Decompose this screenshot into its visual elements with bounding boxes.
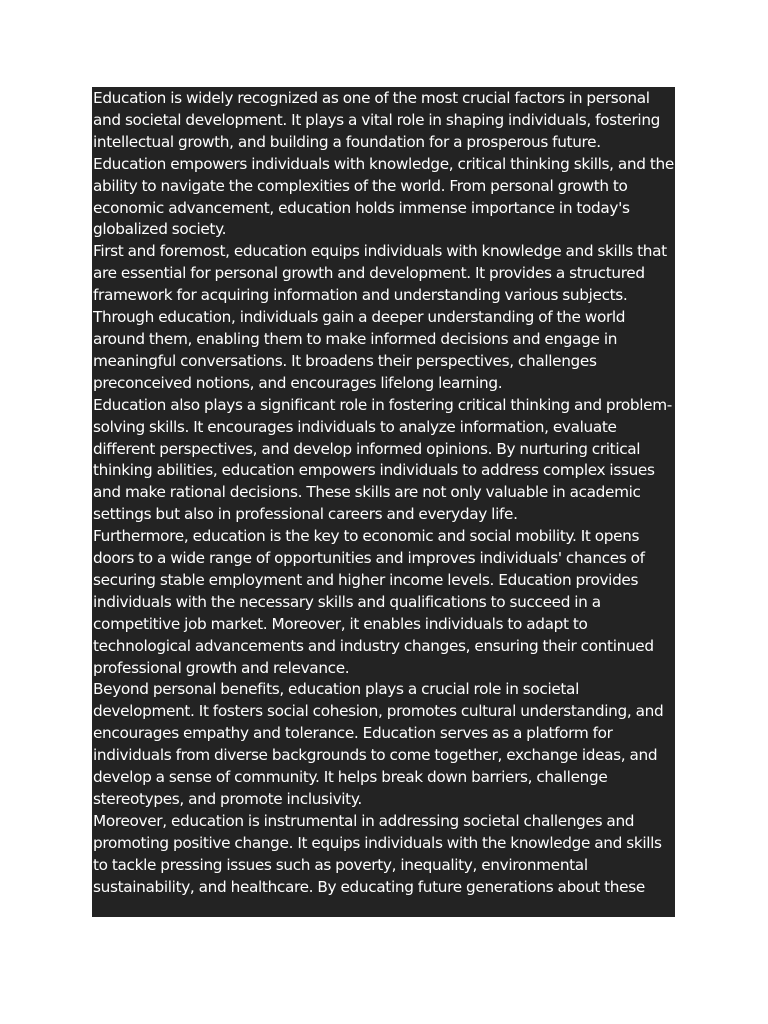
paragraph-societal-challenges: Moreover, education is instrumental in addressing societal challenges and promoting positive change. It equips individuals with the knowledge and skills to tackle pressing issues such as poverty, inequality, environmental sustainability, and healthcare. By educating future generations about these [93, 811, 662, 896]
paragraph-economic-mobility: Furthermore, education is the key to economic and social mobility. It opens doors to a wide range of opportunities and improves individuals' chances of securing stable employment and higher income levels. Education provides individuals with the necessary skills and qualifications to succeed in a competitive job market. Moreover, it enables individuals to adapt to technological advancements and industry changes, ensuring their continued professional growth and relevance. [93, 527, 654, 677]
paragraph-critical-thinking: Education also plays a significant role in fostering critical thinking and problem-solving skills. It encourages individuals to analyze information, evaluate different perspectives, and develop informed opinions. By nurturing critical thinking abilities, education empowers individuals to address complex issues and make rational decisions. These skills are not only valuable in academic settings but also in professional careers and everyday life. [93, 395, 672, 524]
paragraph-knowledge-skills: First and foremost, education equips individuals with knowledge and skills that are essential for personal growth and development. It provides a structured framework for acquiring information and understanding various subjects. Through education, individuals gain a deeper understanding of the world around them, enabling them to make informed decisions and engage in meaningful conversations. It broadens their perspectives, challenges preconceived notions, and encourages lifelong learning. [93, 242, 667, 392]
paragraph-introduction: Education is widely recognized as one of the most crucial factors in personal and societal development. It plays a vital role in shaping individuals, fostering intellectual growth, and building a foundation for a prosperous future. Education empowers individuals with knowledge, critical thinking skills, and the ability to navigate the complexities of the world. From personal growth to economic advancement, education holds immense importance in today's globalized society. [93, 89, 674, 239]
essay-text-block [92, 87, 675, 917]
paragraph-societal-development: Beyond personal benefits, education plays a crucial role in societal development. It fosters social cohesion, promotes cultural understanding, and encourages empathy and tolerance. Education serves as a platform for individuals from diverse backgrounds to come together, exchange ideas, and develop a sense of community. It helps break down barriers, challenge stereotypes, and promote inclusivity. [93, 680, 664, 808]
